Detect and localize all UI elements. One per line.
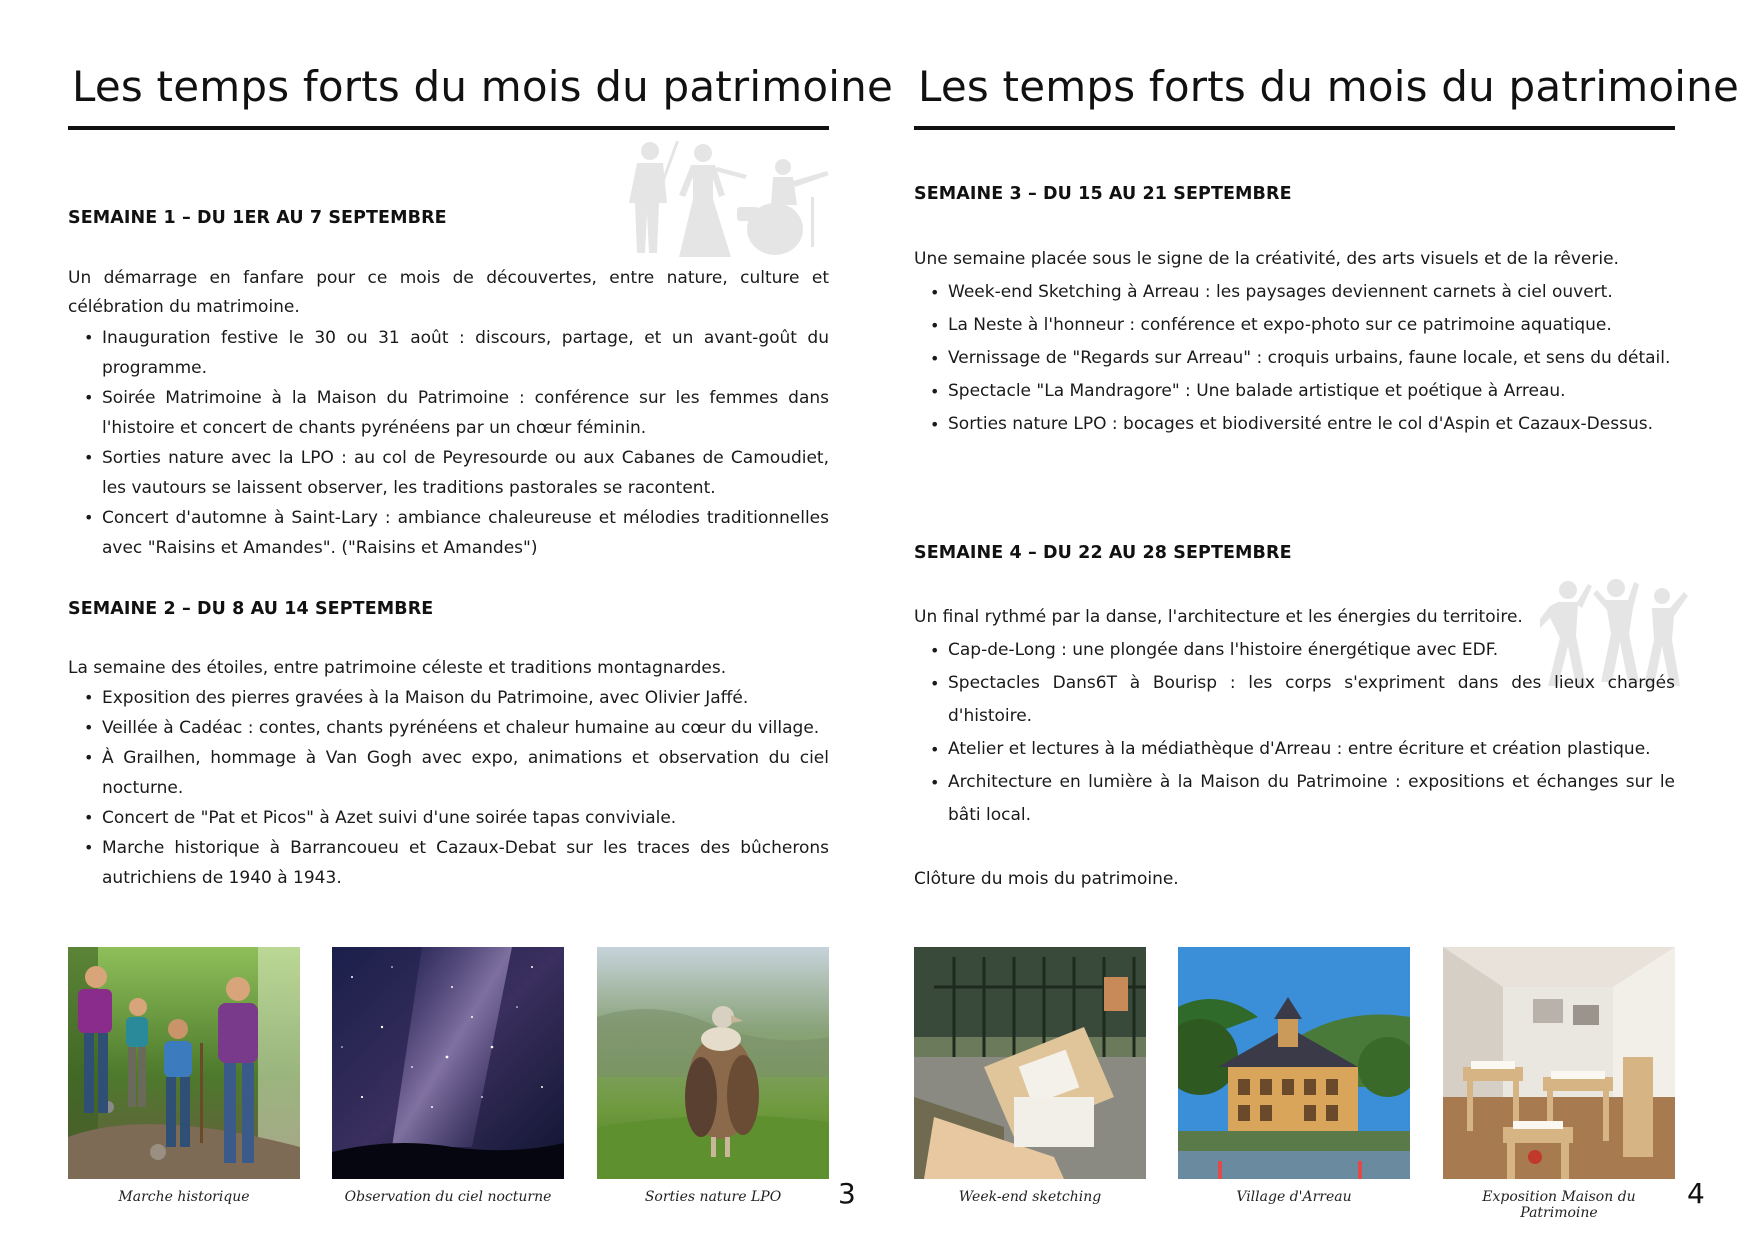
photo-night-sky bbox=[332, 947, 564, 1179]
photo-caption: Sorties nature LPO bbox=[644, 1189, 782, 1205]
week3-heading: SEMAINE 3 – DU 15 AU 21 SEPTEMBRE bbox=[914, 184, 1292, 204]
photo-hikers bbox=[68, 947, 300, 1179]
photo-exhibition bbox=[1443, 947, 1675, 1179]
photo-caption: Week-end sketching bbox=[958, 1189, 1102, 1205]
week3-list bbox=[914, 276, 1675, 441]
list-item: • Marche historique à Barrancoueu et Cazaux-Debat sur les traces des bûcherons autrichiens de 1940 à 1943. bbox=[68, 833, 829, 893]
list-item: • Architecture en lumière à la Maison du Patrimoine : expositions et échanges sur le bâti local. bbox=[914, 766, 1675, 832]
photo-sketching bbox=[914, 947, 1146, 1179]
list-item: • Concert de "Pat et Picos" à Azet suivi d'une soirée tapas conviviale. bbox=[68, 803, 829, 833]
title-underline bbox=[914, 126, 1675, 130]
list-item: • Spectacles Dans6T à Bourisp : les corps s'expriment dans des lieux chargés d'histoire. bbox=[914, 667, 1675, 733]
photo-caption: Observation du ciel nocturne bbox=[344, 1189, 552, 1205]
list-item: • Cap-de-Long : une plongée dans l'histoire énergétique avec EDF. bbox=[914, 634, 1675, 667]
list-item: • Week-end Sketching à Arreau : les paysages deviennent carnets à ciel ouvert. bbox=[914, 276, 1675, 309]
page-number: 3 bbox=[838, 1177, 856, 1210]
week4-list bbox=[914, 634, 1675, 832]
week1-heading: SEMAINE 1 – DU 1ER AU 7 SEPTEMBRE bbox=[68, 208, 447, 228]
photo-caption: Marche historique bbox=[118, 1189, 250, 1205]
list-item: • Sorties nature LPO : bocages et biodiversité entre le col d'Aspin et Cazaux-Dessus. bbox=[914, 408, 1675, 441]
list-item: • À Grailhen, hommage à Van Gogh avec expo, animations et observation du ciel nocturne. bbox=[68, 743, 829, 803]
list-item: • Vernissage de "Regards sur Arreau" : croquis urbains, faune locale, et sens du détail. bbox=[914, 342, 1675, 375]
week1-intro: Un démarrage en fanfare pour ce mois de découvertes, entre nature, culture et célébration du matrimoine. bbox=[68, 268, 829, 317]
page-number: 4 bbox=[1687, 1177, 1705, 1210]
photo-vulture bbox=[597, 947, 829, 1179]
week3-intro: Une semaine placée sous le signe de la créativité, des arts visuels et de la rêverie. bbox=[914, 249, 1619, 269]
photo-caption: Village d'Arreau bbox=[1236, 1189, 1352, 1205]
page-title: Les temps forts du mois du patrimoine bbox=[918, 62, 1740, 111]
list-item: • Sorties nature avec la LPO : au col de Peyresourde ou aux Cabanes de Camoudiet, les vautours se laissent observer, les traditions pastorales se racontent. bbox=[68, 443, 829, 503]
week4-intro: Un final rythmé par la danse, l'architecture et les énergies du territoire. bbox=[914, 607, 1523, 627]
list-item: • Soirée Matrimoine à la Maison du Patrimoine : conférence sur les femmes dans l'histoire et concert de chants pyrénéens par un chœur féminin. bbox=[68, 383, 829, 443]
list-item: • Exposition des pierres gravées à la Maison du Patrimoine, avec Olivier Jaffé. bbox=[68, 683, 829, 713]
right-page bbox=[877, 0, 1754, 1241]
closing-text: Clôture du mois du patrimoine. bbox=[914, 869, 1179, 889]
musicians-silhouette-icon bbox=[625, 137, 830, 259]
photo-village bbox=[1178, 947, 1410, 1179]
week2-list bbox=[68, 683, 829, 893]
list-item: • La Neste à l'honneur : conférence et expo-photo sur ce patrimoine aquatique. bbox=[914, 309, 1675, 342]
list-item: • Inauguration festive le 30 ou 31 août : discours, partage, et un avant-goût du programme. bbox=[68, 323, 829, 383]
week2-intro: La semaine des étoiles, entre patrimoine céleste et traditions montagnardes. bbox=[68, 658, 727, 678]
list-item: • Spectacle "La Mandragore" : Une balade artistique et poétique à Arreau. bbox=[914, 375, 1675, 408]
list-item: • Atelier et lectures à la médiathèque d'Arreau : entre écriture et création plastique. bbox=[914, 733, 1675, 766]
photo-caption: Exposition Maison du Patrimoine bbox=[1482, 1189, 1636, 1221]
week4-heading: SEMAINE 4 – DU 22 AU 28 SEPTEMBRE bbox=[914, 543, 1292, 563]
list-item: • Concert d'automne à Saint-Lary : ambiance chaleureuse et mélodies traditionnelles avec "Raisins et Amandes". ("Raisins et Amandes") bbox=[68, 503, 829, 563]
page-title: Les temps forts du mois du patrimoine bbox=[72, 62, 894, 111]
title-underline bbox=[68, 126, 829, 130]
week2-heading: SEMAINE 2 – DU 8 AU 14 SEPTEMBRE bbox=[68, 599, 434, 619]
week1-list bbox=[68, 323, 829, 563]
list-item: • Veillée à Cadéac : contes, chants pyrénéens et chaleur humaine au cœur du village. bbox=[68, 713, 829, 743]
